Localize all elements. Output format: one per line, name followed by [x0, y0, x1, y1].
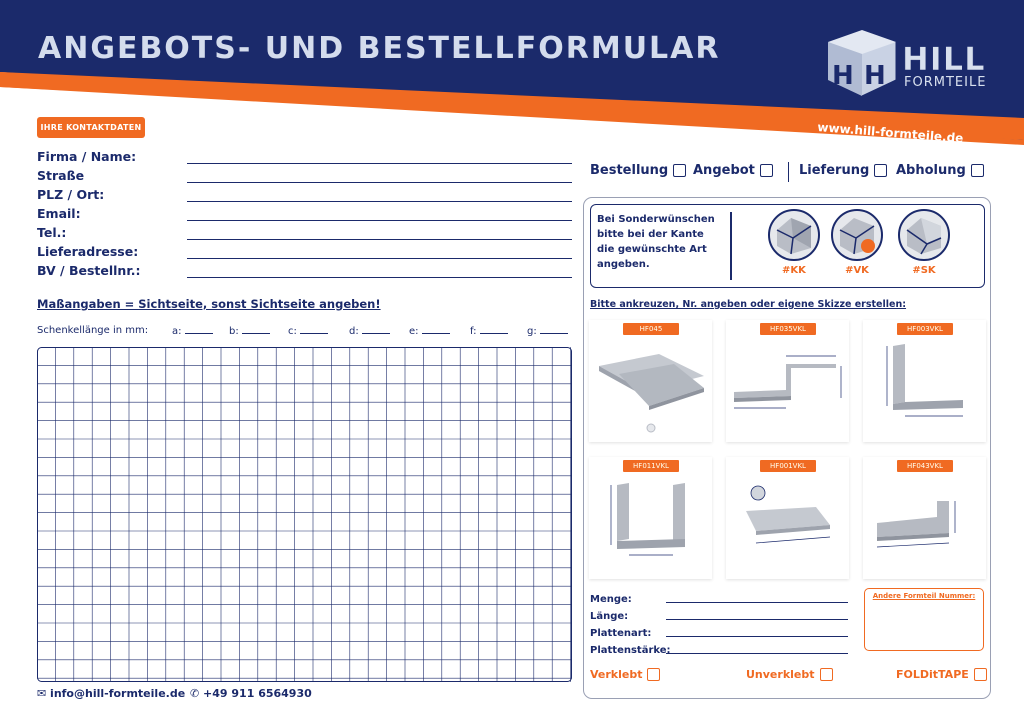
- leg-a[interactable]: [172, 325, 213, 337]
- detail-plattenart[interactable]: [590, 624, 848, 640]
- product-code: HF011VKL: [623, 460, 679, 472]
- contact-field-label: Straße: [37, 168, 85, 183]
- detail-label: Menge:: [590, 594, 632, 605]
- option-checkbox[interactable]: [673, 164, 686, 177]
- footer-phone-text: +49 911 6564930: [203, 687, 312, 700]
- contact-field-label: Tel.:: [37, 225, 67, 240]
- product-code: HF035VKL: [760, 323, 816, 335]
- svg-text:H: H: [832, 61, 854, 91]
- contact-field-lieferadresse[interactable]: [37, 242, 572, 261]
- leg-d[interactable]: [349, 325, 390, 337]
- grid-frame: [38, 348, 572, 682]
- profile-hf011vkl-icon: [589, 473, 712, 577]
- leg-label: c:: [288, 326, 297, 337]
- leg-e[interactable]: [409, 325, 450, 337]
- contact-field-label: PLZ / Ort:: [37, 187, 105, 202]
- glue-folditape[interactable]: [896, 666, 987, 682]
- contact-field-tel[interactable]: [37, 223, 572, 242]
- detail-line[interactable]: [666, 619, 848, 620]
- tick-note: Bitte ankreuzen, Nr. angeben oder eigene Skizze erstellen:: [590, 299, 907, 310]
- svg-text:H: H: [864, 61, 886, 91]
- detail-label: Plattenstärke:: [590, 645, 671, 656]
- detail-laenge[interactable]: [590, 607, 848, 623]
- edge-kk-icon[interactable]: [767, 208, 821, 262]
- mail-icon: ✉: [37, 687, 51, 700]
- product-card-hf035vkl[interactable]: [726, 320, 849, 442]
- leg-label: f:: [470, 326, 477, 337]
- profile-hf043vkl-icon: [863, 473, 986, 577]
- glue-checkbox[interactable]: [647, 668, 660, 681]
- footer-phone[interactable]: [190, 687, 312, 700]
- leg-length-label: Schenkellänge in mm:: [37, 325, 149, 336]
- contact-field-label: BV / Bestellnr.:: [37, 263, 141, 278]
- contact-field-line[interactable]: [187, 182, 572, 183]
- sketch-grid[interactable]: [37, 347, 572, 682]
- option-lieferung[interactable]: [799, 163, 887, 178]
- product-card-hf045[interactable]: [589, 320, 712, 442]
- product-code: HF003VKL: [897, 323, 953, 335]
- detail-label: Länge:: [590, 611, 629, 622]
- detail-label: Plattenart:: [590, 628, 652, 639]
- contact-field-email[interactable]: [37, 204, 572, 223]
- contact-field-firma[interactable]: [37, 147, 572, 166]
- edge-vk-label: #VK: [845, 265, 869, 276]
- glue-label: Unverklebt: [746, 667, 815, 681]
- option-label: Bestellung: [590, 163, 669, 178]
- profile-hf045-icon: [589, 336, 712, 440]
- edge-sk-icon[interactable]: [897, 208, 951, 262]
- edge-kk-label: #KK: [782, 265, 806, 276]
- product-code: HF045: [623, 323, 679, 335]
- profile-hf035vkl-icon: [726, 336, 849, 440]
- logo-formteile-text: FORMTEILE: [904, 75, 987, 90]
- option-bestellung[interactable]: [590, 163, 686, 178]
- product-code: HF001VKL: [760, 460, 816, 472]
- contact-field-line[interactable]: [187, 258, 572, 259]
- profile-hf003vkl-icon: [863, 336, 986, 440]
- footer-email-text: info@hill-formteile.de: [50, 687, 186, 700]
- option-checkbox[interactable]: [971, 164, 984, 177]
- leg-label: b:: [229, 326, 239, 337]
- glue-unverklebt[interactable]: [746, 666, 833, 682]
- leg-label: e:: [409, 326, 419, 337]
- leg-length-row: [37, 325, 572, 339]
- detail-line[interactable]: [666, 653, 848, 654]
- leg-label: a:: [172, 326, 182, 337]
- contact-badge: IHRE KONTAKTDATEN: [37, 117, 145, 138]
- contact-field-label: Lieferadresse:: [37, 244, 139, 259]
- leg-g[interactable]: [527, 325, 568, 337]
- contact-field-line[interactable]: [187, 220, 572, 221]
- product-card-hf003vkl[interactable]: [863, 320, 986, 442]
- detail-line[interactable]: [666, 636, 848, 637]
- form-title: ANGEBOTS- UND BESTELLFORMULAR: [38, 31, 721, 66]
- glue-checkbox[interactable]: [974, 668, 987, 681]
- contact-field-line[interactable]: [187, 163, 572, 164]
- logo-hill-text: HILL: [902, 40, 986, 78]
- option-angebot[interactable]: [693, 163, 773, 178]
- leg-c[interactable]: [288, 325, 328, 337]
- website-link[interactable]: www.hill-formteile.de: [816, 120, 964, 146]
- special-request-text: Bei Sonderwünschen bitte bei der Kante die gewünschte Art angeben.: [597, 214, 715, 270]
- glue-label: FOLDitTAPE: [896, 667, 969, 681]
- option-checkbox[interactable]: [874, 164, 887, 177]
- detail-plattenstaerke[interactable]: [590, 641, 848, 657]
- option-abholung[interactable]: [896, 163, 984, 178]
- contact-field-plz[interactable]: [37, 185, 572, 204]
- option-checkbox[interactable]: [760, 164, 773, 177]
- contact-field-strasse[interactable]: [37, 166, 572, 185]
- edge-sk-label: #SK: [912, 265, 936, 276]
- product-card-hf011vkl[interactable]: [589, 457, 712, 579]
- option-label: Abholung: [896, 163, 966, 178]
- contact-field-label: Firma / Name:: [37, 149, 137, 164]
- measurements-title: Maßangaben = Sichtseite, sonst Sichtseite angeben!: [37, 297, 381, 311]
- leg-label: g:: [527, 326, 537, 337]
- option-label: Lieferung: [799, 163, 870, 178]
- contact-field-line[interactable]: [187, 277, 572, 278]
- footer-email[interactable]: [37, 687, 185, 700]
- other-part-number-label: Andere Formteil Nummer:: [872, 592, 976, 600]
- leg-label: d:: [349, 326, 359, 337]
- whatsapp-icon: ✆: [190, 687, 204, 700]
- profile-hf001vkl-icon: [726, 473, 849, 577]
- contact-field-bv[interactable]: [37, 261, 572, 280]
- product-card-hf001vkl[interactable]: [726, 457, 849, 579]
- leg-b[interactable]: [229, 325, 270, 337]
- option-separator: [788, 162, 789, 182]
- glue-verklebt[interactable]: [590, 666, 660, 682]
- contact-field-line[interactable]: [187, 239, 572, 240]
- product-code: HF043VKL: [897, 460, 953, 472]
- detail-line[interactable]: [666, 602, 848, 603]
- option-label: Angebot: [693, 163, 755, 178]
- contact-field-label: Email:: [37, 206, 81, 221]
- leg-f[interactable]: [470, 325, 508, 337]
- edge-vk-icon[interactable]: [830, 208, 884, 262]
- contact-field-line[interactable]: [187, 201, 572, 202]
- glue-checkbox[interactable]: [820, 668, 833, 681]
- detail-menge[interactable]: [590, 590, 848, 606]
- special-separator: [730, 212, 732, 280]
- product-card-hf043vkl[interactable]: [863, 457, 986, 579]
- glue-label: Verklebt: [590, 667, 643, 681]
